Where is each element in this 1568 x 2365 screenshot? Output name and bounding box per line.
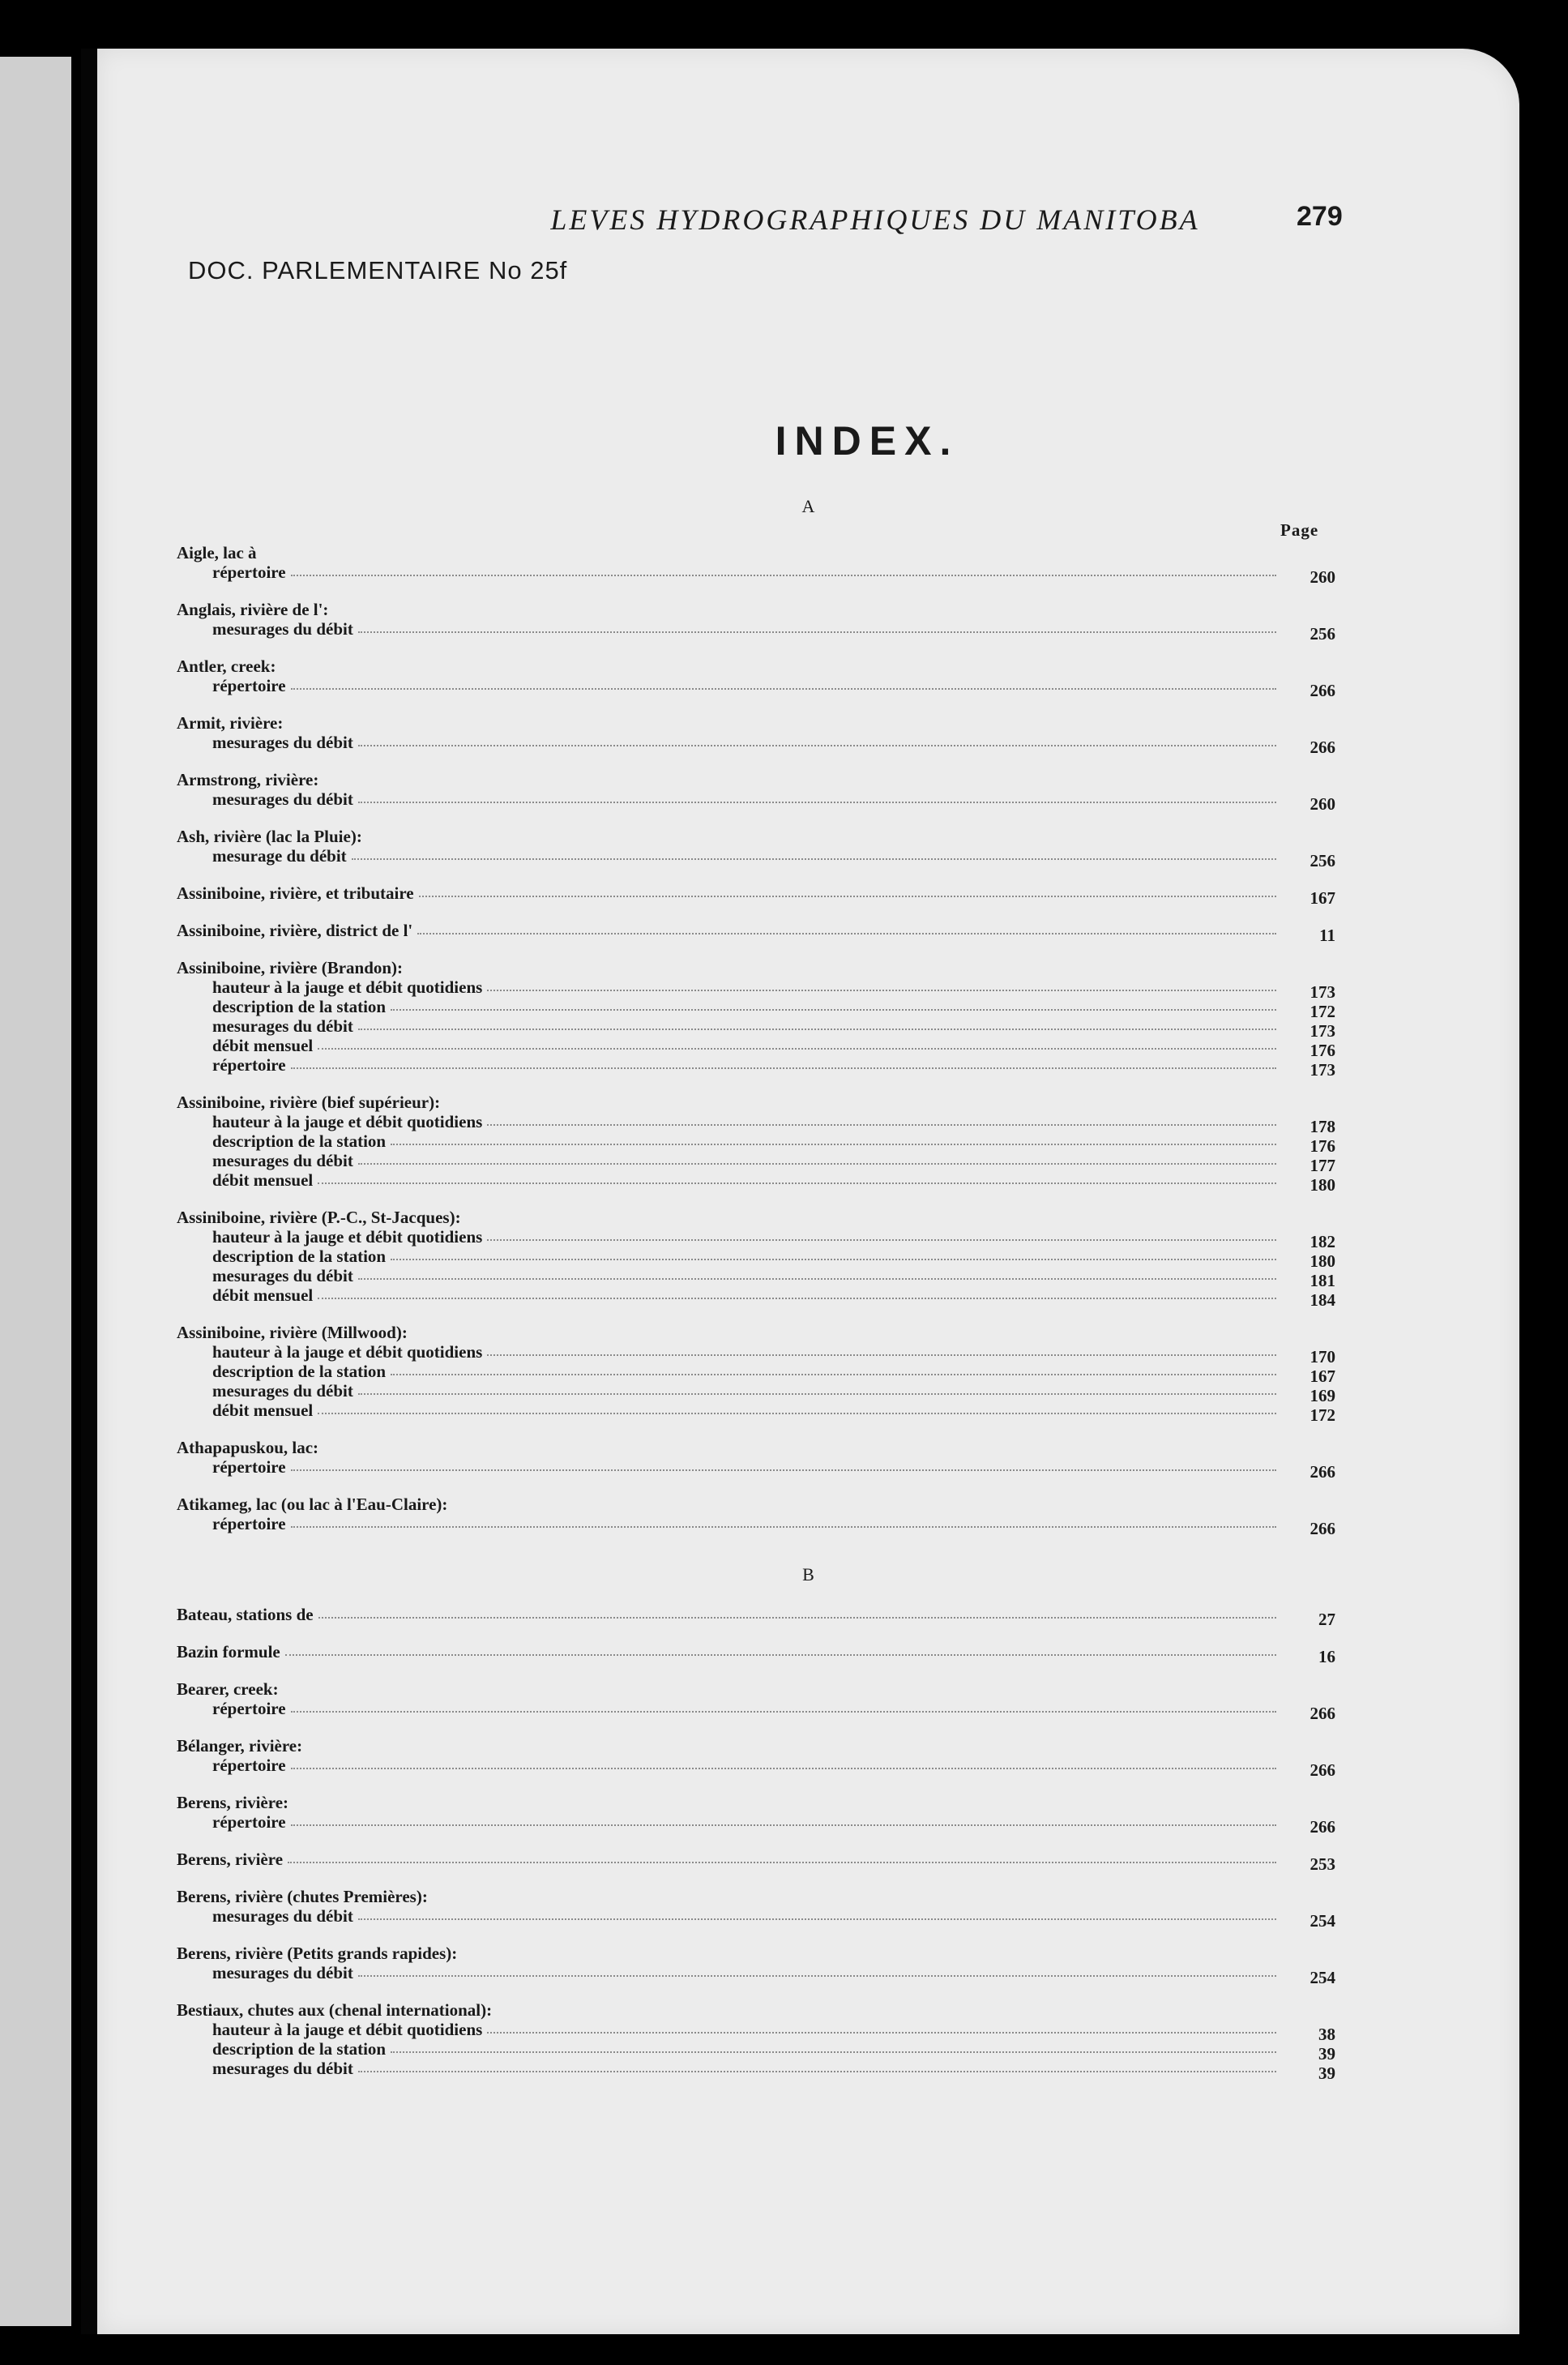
index-row — [97, 1151, 1519, 1175]
index-row — [97, 1642, 1519, 1666]
page-ref: 27 — [1318, 1610, 1335, 1629]
page-ref: 167 — [1310, 888, 1335, 908]
index-title: INDEX. — [775, 418, 959, 464]
dot-leader — [291, 1469, 1276, 1471]
index-entry-heading: Antler, creek: — [177, 656, 276, 676]
index-entry-heading: Ash, rivière (lac la Pluie): — [177, 827, 362, 846]
dot-leader — [419, 896, 1276, 897]
page-ref: 178 — [1310, 1117, 1335, 1136]
dot-leader — [318, 1048, 1276, 1050]
index-row — [97, 1793, 1519, 1812]
document-reference: DOC. PARLEMENTAIRE No 25f — [188, 256, 568, 284]
index-subentry: répertoire — [212, 676, 286, 695]
dot-leader — [391, 2051, 1276, 2053]
page-ref: 173 — [1310, 982, 1335, 1002]
index-row — [97, 1016, 1519, 1041]
index-subentry: hauteur à la jauge et débit quotidiens — [212, 1112, 483, 1131]
index-row — [97, 1170, 1519, 1195]
index-subentry: description de la station — [212, 1131, 387, 1151]
index-row — [97, 770, 1519, 789]
dot-leader — [391, 1144, 1276, 1145]
index-row — [97, 958, 1519, 977]
index-row — [97, 600, 1519, 619]
dot-leader — [285, 1654, 1276, 1656]
index-subentry: répertoire — [212, 1756, 286, 1775]
index-entry-heading: Bazin formule — [177, 1642, 280, 1661]
index-subentry: mesurage du débit — [212, 846, 347, 866]
index-row — [97, 713, 1519, 733]
page-ref: 38 — [1318, 2025, 1335, 2044]
page-ref: 253 — [1310, 1854, 1335, 1874]
dot-leader — [358, 1975, 1276, 1977]
index-row — [97, 997, 1519, 1021]
index-subentry: hauteur à la jauge et débit quotidiens — [212, 1342, 483, 1362]
index-entry-heading: Assiniboine, rivière (Brandon): — [177, 958, 404, 977]
index-subentry: mesurages du débit — [212, 619, 353, 639]
index-subentry: répertoire — [212, 1812, 286, 1832]
index-row — [97, 2020, 1519, 2044]
index-subentry: mesurages du débit — [212, 733, 353, 752]
index-subentry: mesurages du débit — [212, 1151, 353, 1170]
index-subentry: description de la station — [212, 2039, 387, 2059]
index-subentry: hauteur à la jauge et débit quotidiens — [212, 977, 483, 997]
section-letter: A — [801, 496, 815, 516]
index-row — [97, 1381, 1519, 1405]
index-subentry: mesurages du débit — [212, 1963, 353, 1982]
index-row — [97, 846, 1519, 870]
index-row — [97, 1457, 1519, 1482]
index-entry-heading: Bateau, stations de — [177, 1605, 314, 1624]
index-entry-heading: Armstrong, rivière: — [177, 770, 319, 789]
dot-leader — [291, 1824, 1276, 1826]
page-ref: 170 — [1310, 1347, 1335, 1366]
document-page — [97, 49, 1519, 2334]
dot-leader — [358, 1163, 1276, 1165]
page-ref: 180 — [1310, 1251, 1335, 1271]
index-subentry: mesurages du débit — [212, 1266, 353, 1285]
page-ref: 39 — [1318, 2044, 1335, 2063]
dot-leader — [358, 1278, 1276, 1280]
index-subentry: description de la station — [212, 997, 387, 1016]
page-ref: 254 — [1310, 1968, 1335, 1987]
index-entry-heading: Aigle, lac à — [177, 543, 257, 562]
previous-page-edge — [0, 57, 71, 2326]
index-row — [97, 1055, 1519, 1080]
index-subentry: description de la station — [212, 1247, 387, 1266]
index-row — [97, 676, 1519, 700]
dot-leader — [358, 1393, 1276, 1395]
index-entry-heading: Bearer, creek: — [177, 1679, 279, 1699]
index-row — [97, 2039, 1519, 2063]
dot-leader — [291, 1526, 1276, 1528]
index-entry-heading: Bélanger, rivière: — [177, 1736, 303, 1756]
page-ref: 266 — [1310, 1462, 1335, 1482]
dot-leader — [291, 688, 1276, 690]
page-ref: 266 — [1310, 1519, 1335, 1538]
index-subentry: mesurages du débit — [212, 2059, 353, 2078]
index-row — [97, 977, 1519, 1002]
page-ref: 266 — [1310, 1817, 1335, 1837]
index-entry-heading: Assiniboine, rivière (bief supérieur): — [177, 1093, 441, 1112]
index-row — [97, 1362, 1519, 1386]
index-row — [97, 1227, 1519, 1251]
index-row — [97, 543, 1519, 562]
index-row — [97, 921, 1519, 945]
dot-leader — [291, 1711, 1276, 1713]
index-subentry: description de la station — [212, 1362, 387, 1381]
index-subentry: mesurages du débit — [212, 789, 353, 809]
index-subentry: mesurages du débit — [212, 1906, 353, 1926]
index-entry-heading: Berens, rivière (chutes Premières): — [177, 1887, 428, 1906]
dot-leader — [358, 745, 1276, 746]
page-ref: 260 — [1310, 794, 1335, 814]
index-entry-heading: Armit, rivière: — [177, 713, 284, 733]
index-row — [97, 562, 1519, 587]
dot-leader — [391, 1374, 1276, 1375]
index-entry-heading: Assiniboine, rivière (Millwood): — [177, 1323, 408, 1342]
index-row — [97, 619, 1519, 644]
dot-leader — [318, 1413, 1276, 1414]
dot-leader — [318, 1182, 1276, 1184]
page-ref: 11 — [1319, 926, 1335, 945]
index-row — [97, 1887, 1519, 1906]
index-row — [97, 1093, 1519, 1112]
index-row — [97, 1514, 1519, 1538]
page-ref: 266 — [1310, 738, 1335, 757]
index-row — [97, 1679, 1519, 1699]
dot-leader — [391, 1009, 1276, 1011]
dot-leader — [487, 2032, 1276, 2034]
index-subentry: hauteur à la jauge et débit quotidiens — [212, 1227, 483, 1247]
page-ref: 173 — [1310, 1021, 1335, 1041]
running-title: LEVES HYDROGRAPHIQUES DU MANITOBA — [550, 203, 1200, 236]
index-row — [97, 1208, 1519, 1227]
dot-leader — [487, 1354, 1276, 1356]
page-ref: 256 — [1310, 851, 1335, 870]
dot-leader — [391, 1259, 1276, 1260]
page-ref: 266 — [1310, 1704, 1335, 1723]
dot-leader — [352, 858, 1276, 860]
index-row — [97, 733, 1519, 757]
page-ref: 256 — [1310, 624, 1335, 644]
index-row — [97, 1323, 1519, 1342]
index-row — [97, 1266, 1519, 1290]
index-entry-heading: Assiniboine, rivière, et tributaire — [177, 883, 414, 903]
index-subentry: mesurages du débit — [212, 1016, 353, 1036]
section-letter: B — [802, 1564, 814, 1585]
dot-leader — [291, 575, 1276, 576]
index-row — [97, 789, 1519, 814]
index-subentry: hauteur à la jauge et débit quotidiens — [212, 2020, 483, 2039]
index-subentry: répertoire — [212, 1699, 286, 1718]
dot-leader — [417, 933, 1276, 934]
dot-leader — [358, 802, 1276, 803]
index-row — [97, 656, 1519, 676]
index-row — [97, 1131, 1519, 1156]
dot-leader — [487, 1239, 1276, 1241]
index-row — [97, 1605, 1519, 1629]
page-ref: 173 — [1310, 1060, 1335, 1080]
index-subentry: débit mensuel — [212, 1036, 314, 1055]
index-row — [97, 1850, 1519, 1874]
page-ref: 172 — [1310, 1405, 1335, 1425]
index-subentry: répertoire — [212, 1514, 286, 1533]
page-ref: 167 — [1310, 1366, 1335, 1386]
index-row — [97, 1812, 1519, 1837]
index-subentry: répertoire — [212, 562, 286, 582]
page-ref: 182 — [1310, 1232, 1335, 1251]
index-row — [97, 827, 1519, 846]
page-ref: 39 — [1318, 2063, 1335, 2083]
index-subentry: débit mensuel — [212, 1170, 314, 1190]
page-ref: 177 — [1310, 1156, 1335, 1175]
index-entry-heading: Berens, rivière: — [177, 1793, 289, 1812]
index-row — [97, 1036, 1519, 1060]
index-entry-heading: Assiniboine, rivière, district de l' — [177, 921, 413, 940]
index-row — [97, 1906, 1519, 1931]
page-ref: 266 — [1310, 681, 1335, 700]
index-row — [97, 1285, 1519, 1310]
index-row — [97, 1247, 1519, 1271]
index-subentry: répertoire — [212, 1457, 286, 1477]
page-ref: 176 — [1310, 1136, 1335, 1156]
page-ref: 184 — [1310, 1290, 1335, 1310]
page-ref: 16 — [1318, 1647, 1335, 1666]
index-row — [97, 1112, 1519, 1136]
page-column-label: Page — [1280, 520, 1319, 540]
index-entry-heading: Atikameg, lac (ou lac à l'Eau-Claire): — [177, 1495, 448, 1514]
dot-leader — [318, 1617, 1276, 1619]
index-entry-heading: Berens, rivière — [177, 1850, 284, 1869]
page-ref: 181 — [1310, 1271, 1335, 1290]
index-entry-heading: Bestiaux, chutes aux (chenal international): — [177, 2000, 493, 2020]
page-number: 279 — [1297, 201, 1343, 232]
index-subentry: débit mensuel — [212, 1285, 314, 1305]
dot-leader — [291, 1768, 1276, 1769]
index-row — [97, 1963, 1519, 1987]
dot-leader — [318, 1298, 1276, 1299]
page-ref: 172 — [1310, 1002, 1335, 1021]
index-row — [97, 2000, 1519, 2020]
index-subentry: débit mensuel — [212, 1401, 314, 1420]
index-entry-heading: Athapapuskou, lac: — [177, 1438, 319, 1457]
dot-leader — [358, 2071, 1276, 2072]
index-entry-heading: Anglais, rivière de l': — [177, 600, 329, 619]
index-subentry: mesurages du débit — [212, 1381, 353, 1401]
index-entry-heading: Berens, rivière (Petits grands rapides): — [177, 1944, 458, 1963]
index-row — [97, 2059, 1519, 2083]
index-subentry: répertoire — [212, 1055, 286, 1075]
index-entry-heading: Assiniboine, rivière (P.-C., St-Jacques): — [177, 1208, 461, 1227]
page-ref: 169 — [1310, 1386, 1335, 1405]
page-ref: 266 — [1310, 1760, 1335, 1780]
index-row — [97, 1756, 1519, 1780]
page-ref: 180 — [1310, 1175, 1335, 1195]
dot-leader — [487, 1124, 1276, 1126]
index-row — [97, 1699, 1519, 1723]
page-ref: 176 — [1310, 1041, 1335, 1060]
dot-leader — [288, 1862, 1276, 1863]
index-row — [97, 1944, 1519, 1963]
index-row — [97, 883, 1519, 908]
dot-leader — [358, 1029, 1276, 1030]
index-row — [97, 1438, 1519, 1457]
index-row — [97, 1736, 1519, 1756]
dot-leader — [358, 631, 1276, 633]
dot-leader — [291, 1067, 1276, 1069]
index-row — [97, 1342, 1519, 1366]
page-ref: 254 — [1310, 1911, 1335, 1931]
index-row — [97, 1401, 1519, 1425]
index-row — [97, 1495, 1519, 1514]
dot-leader — [487, 990, 1276, 991]
page-ref: 260 — [1310, 567, 1335, 587]
dot-leader — [358, 1918, 1276, 1920]
